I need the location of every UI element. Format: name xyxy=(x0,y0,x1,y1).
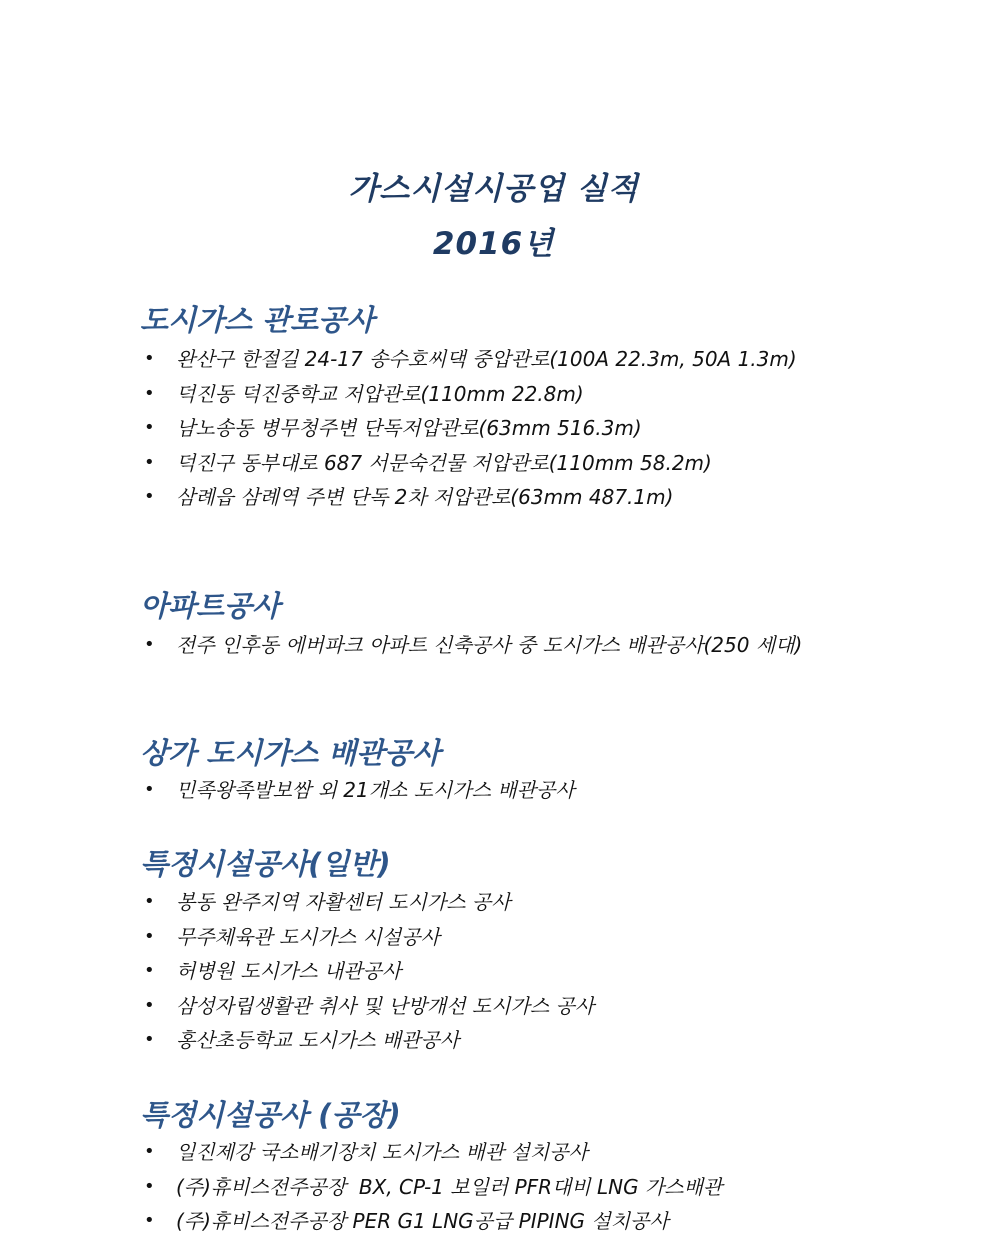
section-list-apartment xyxy=(140,628,852,663)
document-year: 2016년 xyxy=(432,226,555,262)
bullet-icon: • xyxy=(144,1141,155,1162)
bullet-icon: • xyxy=(144,451,155,473)
list-item: • 무주체육관 도시가스 시설공사 xyxy=(140,920,852,955)
section-heading-gas-pipeline: 도시가스 관로공사 xyxy=(140,303,375,337)
list-item: • 민족왕족발보쌈 외 21개소 도시가스 배관공사 xyxy=(140,773,852,808)
list-item: • 봉동 완주지역 자활센터 도시가스 공사 xyxy=(140,885,852,920)
bullet-icon: • xyxy=(144,348,155,369)
section-heading-commercial: 상가 도시가스 배관공사 xyxy=(140,736,441,770)
section-list-special-general xyxy=(140,885,852,1058)
list-item: • 삼례읍 삼례역 주변 단독 2차 저압관로(63mm 487.1m) xyxy=(140,480,852,515)
list-item: • (주)휴비스전주공장 PER G1 LNG공급 PIPING 설치공사 xyxy=(140,1204,852,1239)
bullet-icon: • xyxy=(144,417,155,438)
bullet-icon: • xyxy=(144,960,155,981)
bullet-icon: • xyxy=(144,925,155,947)
section-heading-special-factory: 특정시설공사 (공장) xyxy=(140,1098,401,1132)
list-item: • 완산구 한절길 24-17 송수호씨댁 중압관로(100A 22.3m, 50A 1.3m) xyxy=(140,342,852,377)
bullet-icon: • xyxy=(144,779,155,800)
bullet-icon: • xyxy=(144,382,155,404)
section-heading-special-general: 특정시설공사(일반) xyxy=(140,847,391,881)
bullet-icon: • xyxy=(144,994,155,1016)
document-title: 가스시설시공업 실적 xyxy=(348,171,639,207)
list-item: • (주)휴비스전주공장 BX, CP-1 보일러 PFR대비 LNG 가스배관 xyxy=(140,1170,852,1205)
bullet-icon: • xyxy=(144,634,155,655)
section-heading-apartment: 아파트공사 xyxy=(140,589,281,623)
list-item: • 일진제강 국소배기장치 도시가스 배관 설치공사 xyxy=(140,1135,852,1170)
list-item: • 전주 인후동 에버파크 아파트 신축공사 중 도시가스 배관공사(250 세대) xyxy=(140,628,852,663)
section-list-gas-pipeline xyxy=(140,342,852,515)
section-list-special-factory xyxy=(140,1135,852,1239)
list-item: • 허병원 도시가스 내관공사 xyxy=(140,954,852,989)
list-item: • 삼성자립생활관 취사 및 난방개선 도시가스 공사 xyxy=(140,989,852,1024)
bullet-icon: • xyxy=(144,486,155,507)
bullet-icon: • xyxy=(144,891,155,912)
bullet-icon: • xyxy=(144,1210,155,1231)
list-item: • 홍산초등학교 도시가스 배관공사 xyxy=(140,1023,852,1058)
list-item: • 덕진구 동부대로 687 서문숙건물 저압관로(110mm 58.2m) xyxy=(140,446,852,481)
bullet-icon: • xyxy=(144,1175,155,1197)
list-item: • 남노송동 병무청주변 단독저압관로(63mm 516.3m) xyxy=(140,411,852,446)
bullet-icon: • xyxy=(144,1029,155,1050)
list-item: • 덕진동 덕진중학교 저압관로(110mm 22.8m) xyxy=(140,377,852,412)
section-list-commercial xyxy=(140,773,852,808)
